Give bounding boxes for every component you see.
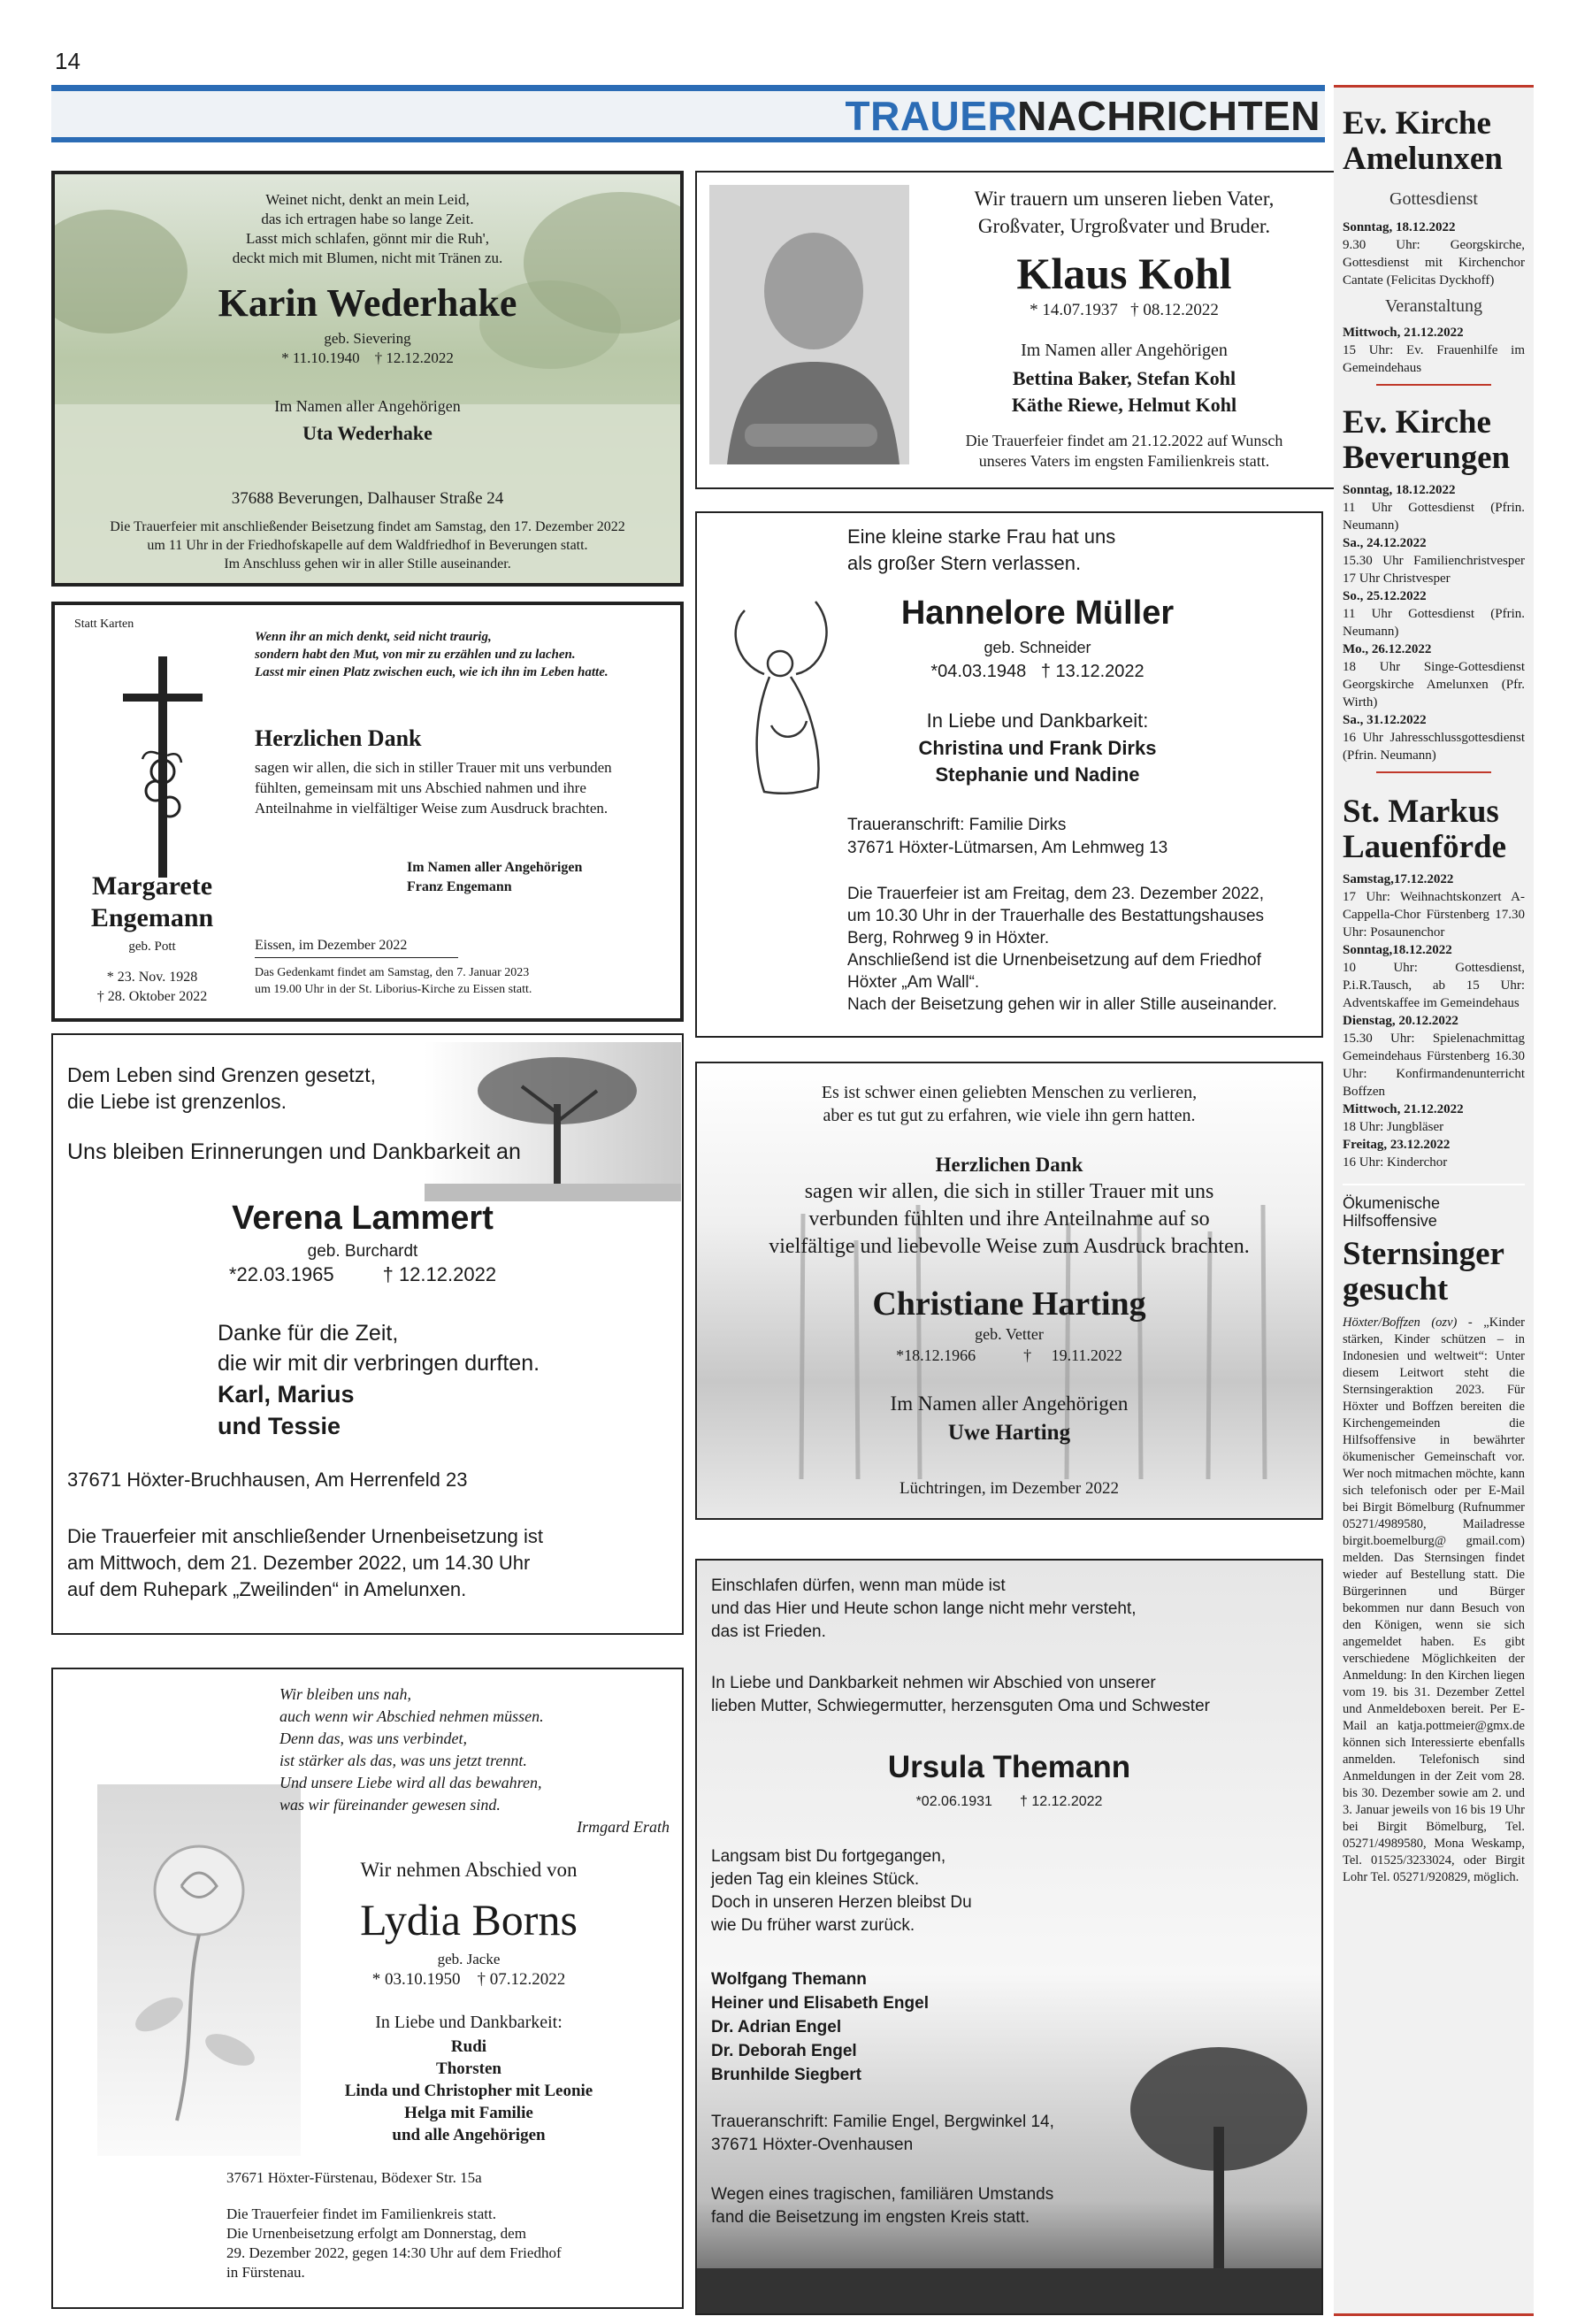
notice-line: um 10.30 Uhr in der Trauerhalle des Bestattungshauses xyxy=(847,907,1265,925)
deceased-name: Lydia Borns xyxy=(360,1895,578,1944)
obituary-engemann xyxy=(51,602,684,1022)
intro-line: Großvater, Urgroßvater und Bruder. xyxy=(977,215,1271,237)
intro-line: das ist Frieden. xyxy=(711,1622,826,1641)
intro-line: und das Hier und Heute schon lange nicht mehr versteht, xyxy=(711,1599,1137,1618)
notice-line: Anschließend ist die Urnenbeisetzung auf dem Friedhof xyxy=(847,951,1261,970)
event-date: Mittwoch, 21.12.2022 xyxy=(1343,326,1464,340)
obituary-themann xyxy=(695,1559,1323,2315)
poem-line: deckt mich mit Blumen, nicht mit Tränen zu. xyxy=(232,249,503,266)
church-news-sidebar xyxy=(1334,85,1534,2316)
kicker: Ökumenische Hilfsoffensive xyxy=(1343,1194,1441,1230)
quote-line: Lasst mir einen Platz zwischen euch, wie ich ihn im Leben hatte. xyxy=(255,665,609,679)
poem-line: Doch in unseren Herzen bleibst Du xyxy=(711,1893,972,1912)
thanks-line: fühlten, gemeinsam mit uns Abschied nahmen und ihre xyxy=(255,779,586,796)
poem-line: Denn das, was uns verbindet, xyxy=(279,1730,467,1747)
event-text: 9.30 Uhr: Georgskirche, Gottesdienst mit Kirchenchor Cantate (Felicitas Dyckhoff) xyxy=(1343,238,1525,288)
deceased-name: Verena Lammert xyxy=(232,1200,494,1237)
separator xyxy=(1376,771,1491,773)
born-name: geb. Pott xyxy=(128,940,176,954)
event-date: Dienstag, 20.12.2022 xyxy=(1343,1014,1458,1028)
thanks-line: die wir mit dir verbringen durften. xyxy=(218,1351,540,1376)
header-rule-top xyxy=(51,85,1325,91)
thanks-line: sagen wir allen, die sich in stiller Trauer mit uns verbunden xyxy=(255,759,612,776)
event-date: Sonntag,18.12.2022 xyxy=(1343,943,1452,957)
section-heading-sternsinger: Sternsinger gesucht xyxy=(1343,1236,1504,1308)
poem-line: was wir füreinander gewesen sind. xyxy=(279,1796,501,1814)
family-intro: In Liebe und Dankbarkeit: xyxy=(926,709,1149,732)
thanks-line: verbunden fühlten und ihre Anteilnahme auf so xyxy=(808,1208,1210,1231)
section-heading-markus: St. Markus Lauenförde xyxy=(1343,794,1506,865)
divider xyxy=(255,957,458,958)
event-text: 18 Uhr: Jungbläser xyxy=(1343,1120,1444,1134)
section-heading-amelunxen: Ev. Kirche Amelunxen xyxy=(1343,105,1503,177)
intro-line: Wir trauern um unseren lieben Vater, xyxy=(974,188,1275,210)
born-name: geb. Jacke xyxy=(437,1951,501,1967)
family-intro: Im Namen aller Angehörigen xyxy=(274,397,461,415)
notice-line: Das Gedenkamt findet am Samstag, den 7. Januar 2023 xyxy=(255,966,530,979)
event-date: Sa., 24.12.2022 xyxy=(1343,536,1427,550)
family-line: Thorsten xyxy=(436,2059,501,2078)
deceased-name: Ursula Themann xyxy=(887,1750,1131,1784)
life-dates: *22.03.1965 † 12.12.2022 xyxy=(228,1263,497,1285)
notice-line: Nach der Beisetzung gehen wir in aller Stille auseinander. xyxy=(847,995,1277,1014)
event-text: 15.30 Uhr Familienchristvesper 17 Uhr Christvesper xyxy=(1343,554,1525,586)
notice-line: um 19.00 Uhr in der St. Liborius-Kirche zu Eissen statt. xyxy=(255,983,532,996)
separator xyxy=(1343,1184,1525,1185)
thanks-title: Herzlichen Dank xyxy=(935,1154,1083,1176)
notice-line: 29. Dezember 2022, gegen 14:30 Uhr auf dem Friedhof xyxy=(226,2244,562,2261)
article-text: - „Kinder stärken, Kinder schützen – in Indonesien und weltweit“: Unter diesem Leitwort steht die Sternsingeraktion 2023. Für Höxter und Boffzen bereiten die Kirchengemeinden die Hilfsoffensive in bewährter ökumenischer Gemeinschaft vor. Wer noch mitmachen möchte, kann sich telefonisch oder per E-Mail bei Birgit Bömelburg (Rufnummer 05271/4989580, Mailadresse birgit.boemelburg@ gmail.com) melden. Das Sternsingen findet wieder auf Bestellung statt. Die Bürgerinnen und Bürger bekommen nur dann Besuch von den Königen, wenn sie sich angemeldet haben. Es gibt verschiedene Möglichkeiten der Anmeldung: In den Kirchen liegen vom 19. bis 31. Dezember Zettel und Anmeldeboxen bereit. Per E-Mail an katja.pottmeier@gmx.de können sich Interessierte ebenfalls anmelden. Telefonisch sind Anmeldungen in der Zeit vom 28. bis 30. Dezember sowie am 2. und 3. Januar jeweils von 16 bis 19 Uhr bei Birgit Bömelburg, Tel. 05271/4989580, Mona Weskamp, Tel. 01525/3233024, oder Birgit Lohr Tel. 05271/920829, möglich. xyxy=(1343,1315,1525,1884)
family-intro: Im Namen aller Angehörigen xyxy=(1021,341,1228,360)
notice-line: um 11 Uhr in der Friedhofskapelle auf dem Waldfriedhof in Beverungen statt. xyxy=(147,538,588,553)
intro-line: Eine kleine starke Frau hat uns xyxy=(847,525,1116,548)
obituary-lammert xyxy=(51,1033,684,1635)
address-line: 37671 Höxter-Lütmarsen, Am Lehmweg 13 xyxy=(847,839,1168,857)
event-date: Sa., 31.12.2022 xyxy=(1343,713,1427,727)
notice-line: fand die Beisetzung im engsten Kreis statt. xyxy=(711,2208,1030,2227)
life-dates: * 03.10.1950 † 07.12.2022 xyxy=(371,1970,566,1989)
family-line: Christina und Frank Dirks xyxy=(918,737,1157,759)
address: 37688 Beverungen, Dalhauser Straße 24 xyxy=(231,489,504,508)
notice-line: Berg, Rohrweg 9 in Höxter. xyxy=(847,929,1050,947)
event-date: Samstag,17.12.2022 xyxy=(1343,872,1454,886)
family-line: Linda und Christopher mit Leonie xyxy=(344,2082,593,2100)
notice-line: Die Trauerfeier ist am Freitag, dem 23. Dezember 2022, xyxy=(847,885,1264,903)
angel-icon xyxy=(718,593,842,796)
section-title: TRAUERNACHRICHTEN xyxy=(845,93,1321,139)
family-line: Stephanie und Nadine xyxy=(935,763,1140,786)
section-heading-beverungen: Ev. Kirche Beverungen xyxy=(1343,404,1511,476)
poem-author: Irmgard Erath xyxy=(577,1818,670,1836)
thanks-line: sagen wir allen, die sich in stiller Trauer mit uns xyxy=(804,1180,1214,1203)
birth-date: * 23. Nov. 1928 xyxy=(106,970,198,985)
poem-line: Wir bleiben uns nah, xyxy=(279,1685,411,1703)
sidebar-rule-top xyxy=(1334,85,1534,88)
notice-line: in Fürstenau. xyxy=(226,2264,305,2281)
intro-line: Dem Leben sind Grenzen gesetzt, xyxy=(67,1063,377,1086)
born-name: geb. Burchardt xyxy=(307,1242,418,1261)
intro-line: Einschlafen dürfen, wenn man müde ist xyxy=(711,1576,1006,1595)
family-line: Helga mit Familie xyxy=(404,2104,533,2122)
notice-line: Wegen eines tragischen, familiären Umstands xyxy=(711,2185,1054,2204)
event-text: 16 Uhr: Kinderchor xyxy=(1343,1155,1448,1170)
address-line: 37671 Höxter-Ovenhausen xyxy=(711,2136,914,2154)
deceased-name: Christiane Harting xyxy=(872,1285,1146,1323)
address: 37671 Höxter-Bruchhausen, Am Herrenfeld 23 xyxy=(67,1469,468,1491)
family-line: Karl, Marius xyxy=(218,1381,355,1407)
event-date: So., 25.12.2022 xyxy=(1343,589,1427,603)
family-line: Wolfgang Themann xyxy=(711,1970,867,1989)
intro-line: die Liebe ist grenzenlos. xyxy=(67,1090,287,1113)
notice-line: Die Trauerfeier findet am 21.12.2022 auf Wunsch xyxy=(965,432,1283,449)
dateline: Höxter/Boffzen (ozv) xyxy=(1343,1315,1458,1330)
family-line: und Tessie xyxy=(218,1413,341,1439)
poem-line: Lasst mich schlafen, gönnt mir die Ruh', xyxy=(245,230,489,247)
poem-line: das ich ertragen habe so lange Zeit. xyxy=(261,211,474,227)
cross-roses-icon xyxy=(119,656,207,878)
obituary-harting xyxy=(695,1062,1323,1520)
life-dates: *04.03.1948 † 13.12.2022 xyxy=(930,662,1144,681)
family-line: Rudi xyxy=(450,2037,487,2056)
obituary-mueller xyxy=(695,511,1323,1038)
event-text: 15 Uhr: Ev. Frauenhilfe im Gemeindehaus xyxy=(1343,343,1525,375)
thanks-title: Herzlichen Dank xyxy=(255,725,422,751)
subheading: Veranstaltung xyxy=(1385,296,1482,316)
farewell-line: lieben Mutter, Schwiegermutter, herzensguten Oma und Schwester xyxy=(711,1697,1210,1715)
life-dates: * 14.07.1937 † 08.12.2022 xyxy=(1030,301,1219,319)
family-line: Brunhilde Siegbert xyxy=(711,2066,861,2084)
family-names: Uta Wederhake xyxy=(302,422,433,444)
event-date: Sonntag, 18.12.2022 xyxy=(1343,220,1456,234)
family-line: Bettina Baker, Stefan Kohl xyxy=(1012,367,1236,389)
family-names: Franz Engemann xyxy=(407,879,512,894)
family-names: Uwe Harting xyxy=(947,1421,1071,1445)
address: 37671 Höxter-Fürstenau, Bödexer Str. 15a xyxy=(226,2169,482,2186)
notice-line: Die Trauerfeier findet im Familienkreis statt. xyxy=(226,2205,496,2222)
family-intro: Im Namen aller Angehörigen xyxy=(407,860,583,875)
place-date: Lüchtringen, im Dezember 2022 xyxy=(900,1479,1119,1498)
family-intro: Im Namen aller Angehörigen xyxy=(890,1392,1129,1415)
event-text: 11 Uhr Gottesdienst (Pfrin. Neumann) xyxy=(1343,501,1525,533)
intro-line: als großer Stern verlassen. xyxy=(847,552,1082,574)
obituary-wederhake xyxy=(51,171,684,587)
life-dates: * 11.10.1940 † 12.12.2022 xyxy=(281,349,454,366)
poem-line: wie Du früher warst zurück. xyxy=(711,1916,915,1935)
page-number: 14 xyxy=(55,48,80,74)
family-line: Dr. Adrian Engel xyxy=(711,2018,842,2036)
notice-line: unseres Vaters im engsten Familienkreis statt. xyxy=(978,452,1270,470)
poem-line: Und unsere Liebe wird all das bewahren, xyxy=(279,1774,542,1791)
family-line: und alle Angehörigen xyxy=(392,2126,546,2144)
event-date: Freitag, 23.12.2022 xyxy=(1343,1138,1451,1152)
obituary-borns xyxy=(51,1668,684,2309)
thanks-line: Danke für die Zeit, xyxy=(218,1321,399,1346)
name-line: Margarete xyxy=(91,871,213,901)
quote-line: Wenn ihr an mich denkt, seid nicht traurig, xyxy=(255,630,492,644)
life-dates: *18.12.1966 † 19.11.2022 xyxy=(896,1346,1122,1364)
event-text: 18 Uhr Singe-Gottesdienst Georgskirche Amelunxen (Pfr. Wirth) xyxy=(1343,660,1525,709)
event-text: 11 Uhr Gottesdienst (Pfrin. Neumann) xyxy=(1343,607,1525,639)
life-dates: *02.06.1931 † 12.12.2022 xyxy=(915,1794,1103,1809)
event-date: Sonntag, 18.12.2022 xyxy=(1343,483,1456,497)
death-date: † 28. Oktober 2022 xyxy=(96,989,208,1004)
notice-line: Höxter „Am Wall“. xyxy=(847,973,980,992)
deceased-name: Hannelore Müller xyxy=(900,594,1175,632)
poem-line: Weinet nicht, denkt an mein Leid, xyxy=(265,191,470,208)
family-line: Heiner und Elisabeth Engel xyxy=(711,1994,929,2013)
memory-line: Uns bleiben Erinnerungen und Dankbarkeit an xyxy=(67,1139,521,1164)
born-name: geb. Vetter xyxy=(975,1325,1044,1343)
notice-line: Die Trauerfeier mit anschließender Beisetzung findet am Samstag, den 17. Dezember 2022 xyxy=(110,519,625,534)
separator xyxy=(1376,384,1491,386)
tree-image xyxy=(425,1042,681,1201)
family-line: Dr. Deborah Engel xyxy=(711,2042,857,2060)
farewell-line: In Liebe und Dankbarkeit nehmen wir Abschied von unserer xyxy=(711,1674,1156,1692)
sidebar-rule-bottom xyxy=(1334,2313,1534,2316)
deceased-name: Karin Wederhake xyxy=(218,281,517,325)
poem-line: auch wenn wir Abschied nehmen müssen. xyxy=(279,1707,544,1725)
family-intro: In Liebe und Dankbarkeit: xyxy=(375,2013,563,2032)
quote-line: sondern habt den Mut, von mir zu erzählen und zu lachen. xyxy=(255,648,576,662)
family-line: Käthe Riewe, Helmut Kohl xyxy=(1011,394,1237,416)
deceased-name: Klaus Kohl xyxy=(1016,249,1232,298)
event-text: 15.30 Uhr: Spielenachmittag Gemeindehaus Fürstenberg 16.30 Uhr: Konfirmandenunterricht Boffzen xyxy=(1343,1032,1525,1099)
intro-line: Es ist schwer einen geliebten Menschen zu verlieren, xyxy=(821,1083,1198,1102)
born-name: geb. Schneider xyxy=(984,639,1091,656)
thanks-line: vielfältige und liebevolle Weise zum Ausdruck brachten. xyxy=(769,1235,1250,1258)
statt-karten: Statt Karten xyxy=(74,617,134,631)
poem-line: ist stärker als das, was uns jetzt trennt. xyxy=(279,1752,527,1769)
intro: Wir nehmen Abschied von xyxy=(360,1859,578,1881)
subheading: Gottesdienst xyxy=(1389,189,1478,209)
notice-line: am Mittwoch, dem 21. Dezember 2022, um 14.30 Uhr xyxy=(67,1552,531,1574)
event-date: Mo., 26.12.2022 xyxy=(1343,642,1432,656)
notice-line: Die Trauerfeier mit anschließender Urnenbeisetzung ist xyxy=(67,1525,544,1547)
born-name: geb. Sievering xyxy=(324,330,411,347)
notice-line: Die Urnenbeisetzung erfolgt am Donnerstag, dem xyxy=(226,2225,526,2242)
event-text: 16 Uhr Jahresschlussgottesdienst (Pfrin. Neumann) xyxy=(1343,731,1525,763)
event-text: 10 Uhr: Gottesdienst, P.i.R.Tausch, ab 15 Uhr: Adventskaffee im Gemeindehaus xyxy=(1343,961,1525,1010)
poem-line: jeden Tag ein kleines Stück. xyxy=(711,1870,920,1889)
portrait-photo xyxy=(709,185,909,464)
thanks-line: Anteilnahme in vielfältiger Weise zum Ausdruck brachten. xyxy=(255,800,609,817)
intro-line: aber es tut gut zu erfahren, wie viele ihn gern hatten. xyxy=(823,1106,1196,1125)
obituary-kohl xyxy=(695,171,1336,489)
name-line: Engemann xyxy=(90,903,214,932)
notice-line: Im Anschluss gehen wir in aller Stille auseinander. xyxy=(224,556,511,571)
event-date: Mittwoch, 21.12.2022 xyxy=(1343,1102,1464,1116)
notice-line: auf dem Ruhepark „Zweilinden“ in Amelunxen. xyxy=(67,1578,467,1600)
place-date: Eissen, im Dezember 2022 xyxy=(255,938,408,953)
poem-line: Langsam bist Du fortgegangen, xyxy=(711,1847,946,1866)
address-line: Traueranschrift: Familie Engel, Bergwinkel 14, xyxy=(711,2113,1054,2131)
address-line: Traueranschrift: Familie Dirks xyxy=(847,816,1067,834)
event-text: 17 Uhr: Weihnachtskonzert A-Cappella-Chor Fürstenberg 17.30 Uhr: Posaunenchor xyxy=(1343,890,1525,940)
